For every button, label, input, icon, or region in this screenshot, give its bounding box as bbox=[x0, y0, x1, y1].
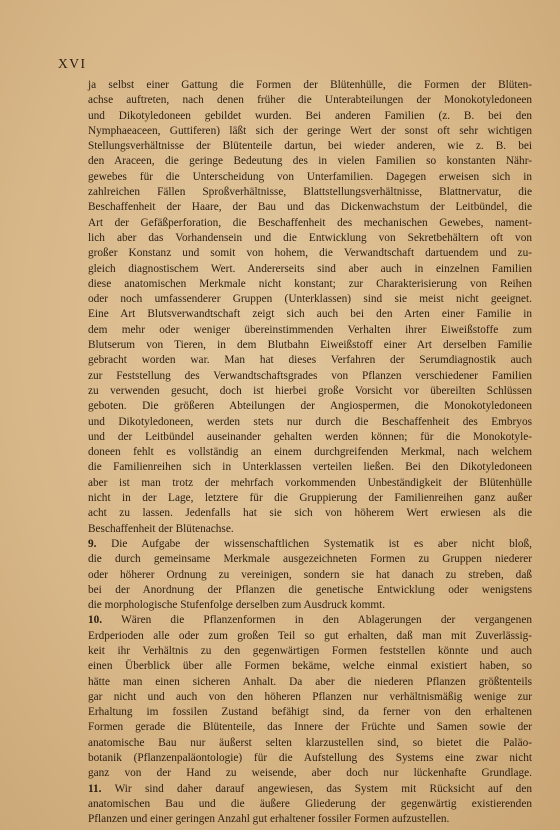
line-text: anatomischen Bau und die äußere Gliederung der gegenwärtig existierenden bbox=[88, 797, 532, 810]
text-line bbox=[88, 246, 532, 261]
text-line bbox=[88, 736, 532, 751]
line-text: ja selbst einer Gattung die Formen der Blütenhülle, die Formen der Blüten- bbox=[88, 79, 532, 91]
text-line bbox=[88, 338, 532, 353]
text-line bbox=[88, 537, 532, 552]
line-text: oder noch umfassenderer Gruppen (Unterklassen) sind sie meist nicht geeignet. bbox=[88, 293, 532, 306]
line-text: Eine Art Blutsverwandtschaft zeigt sich auch bei den Arten einer Familie in bbox=[88, 308, 532, 321]
text-line bbox=[88, 613, 532, 628]
line-text: einen Überblick über alle Formen bekäme, welche einmal existiert haben, so bbox=[88, 660, 532, 673]
line-text: Formen gerade die Blütenteile, das Innere der Früchte und Samen sowie der bbox=[88, 721, 532, 734]
line-text: anatomische Bau nur äußerst selten klarzustellen sind, so bietet die Paläo- bbox=[88, 736, 532, 749]
text-line bbox=[88, 139, 532, 154]
text-line bbox=[88, 154, 532, 169]
line-text: dem mehr oder weniger übereinstimmenden Verhalten ihrer Eiweißstoffe zum bbox=[88, 323, 532, 336]
text-line bbox=[88, 292, 532, 307]
line-text: Beschaffenheit der Haare, der Bau und das Dickenwachstum der Leitbündel, die bbox=[88, 201, 532, 214]
line-text: gleich diagnostischem Wert. Andererseits sind aber auch in einzelnen Familien bbox=[88, 262, 532, 275]
line-text: aber ist man trotz der mehrfach vorkommenden Unbeständigkeit der Blütenhülle bbox=[88, 476, 532, 489]
line-text: lich aber das Vorhandensein und die Entwicklung von Sekretbehältern oft von bbox=[88, 231, 532, 244]
text-line bbox=[88, 675, 532, 690]
text-line bbox=[88, 369, 532, 384]
text-line bbox=[88, 690, 532, 705]
line-text: Wären die Pflanzenformen in den Ablagerungen der vergangenen bbox=[102, 614, 532, 627]
text-line bbox=[88, 384, 532, 399]
line-text: Art der Gefäßperforation, die Beschaffenheit des mechanischen Gewebes, nament- bbox=[88, 216, 532, 229]
line-text: Beschaffenheit der Blütenachse. bbox=[88, 522, 234, 535]
line-text: achse auftreten, nach denen früher die Unterabteilungen der Monokotyledoneen bbox=[88, 94, 532, 107]
line-text: keit ihr Verhältnis zu den gegenwärtigen Formen feststellen könnte und auch bbox=[88, 644, 532, 657]
text-line bbox=[88, 109, 532, 124]
line-text: die durch gemeinsame Merkmale ausgezeichneten Formen zu Gruppen niederer bbox=[88, 553, 532, 566]
line-text: zu verwenden gesucht, doch ist hierbei große Vorsicht vor übereilten Schlüssen bbox=[88, 384, 532, 397]
page-number: XVI bbox=[58, 56, 87, 71]
line-text: oder höherer Ordnung zu vereinigen, sondern sie hat danach zu streben, daß bbox=[88, 568, 532, 581]
line-text: geboten. Die größeren Abteilungen der Angiospermen, die Monokotyledoneen bbox=[88, 400, 532, 413]
text-line bbox=[88, 277, 532, 292]
line-text: zahlreichen Fällen Sproßverhältnisse, Blattstellungsverhältnisse, Blattnervatur, die bbox=[88, 186, 532, 199]
body-text bbox=[88, 78, 532, 828]
line-text: und der Leitbündel auseinander gehalten werden können; für die Monokotyle- bbox=[88, 430, 532, 443]
text-line bbox=[88, 644, 532, 659]
line-text: gar nicht und auch von den höheren Pflanzen nur verhältnismäßig wenige zur bbox=[88, 690, 532, 703]
text-line bbox=[88, 231, 532, 246]
text-line bbox=[88, 506, 532, 521]
text-line bbox=[88, 170, 532, 185]
text-line bbox=[88, 460, 532, 475]
text-line bbox=[88, 797, 532, 812]
section-number: 9. bbox=[88, 537, 97, 550]
text-line bbox=[88, 200, 532, 215]
text-line bbox=[88, 522, 532, 537]
text-line bbox=[88, 568, 532, 583]
line-text: den Araceen, die geringe Bedeutung des in vielen Familien so konstanten Nähr- bbox=[88, 155, 532, 168]
text-line bbox=[88, 124, 532, 139]
text-line bbox=[88, 353, 532, 368]
text-line bbox=[88, 307, 532, 322]
line-text: ganz von der Hand zu weisende, aber doch nur lückenhafte Grundlage. bbox=[88, 767, 532, 780]
text-line bbox=[88, 552, 532, 567]
line-text: bei der Anordnung der Pflanzen die genetische Entwicklung oder wenigstens bbox=[88, 583, 532, 596]
section-number: 10. bbox=[88, 614, 103, 627]
text-line bbox=[88, 323, 532, 338]
text-line bbox=[88, 782, 532, 797]
line-text: Stellungsverhältnisse der Blütenteile dartun, bei wieder anderen, wie z. B. bei bbox=[88, 140, 532, 153]
text-line bbox=[88, 629, 532, 644]
text-line bbox=[88, 812, 532, 827]
section-number: 11. bbox=[88, 782, 102, 795]
text-line bbox=[88, 720, 532, 735]
text-line bbox=[88, 659, 532, 674]
text-line bbox=[88, 93, 532, 108]
text-line bbox=[88, 598, 532, 613]
line-text: hätte man einen sicheren Anhalt. Da aber die niederen Pflanzen größtenteils bbox=[88, 675, 532, 688]
line-text: doneen fehlt es vollständig an einem durchgreifenden Merkmal, nach welchem bbox=[88, 446, 532, 459]
line-text: und Dikotyledoneen, werden stets nur durch die Beschaffenheit des Embryos bbox=[88, 415, 532, 428]
text-line bbox=[88, 491, 532, 506]
line-text: großer Konstanz und somit von hohem, die Verwandtschaft dartuendem und zu- bbox=[88, 247, 532, 260]
line-text: Die Aufgabe der wissenschaftlichen Systematik ist es aber nicht bloß, bbox=[96, 537, 532, 550]
line-text: Nymphaeaceen, Guttiferen) läßt sich der geringe Wert der sonst oft sehr wichtigen bbox=[88, 124, 532, 137]
text-line bbox=[88, 185, 532, 200]
text-line bbox=[88, 751, 532, 766]
line-text: Erhaltung im fossilen Zustand befähigt sind, da ferner von den erhaltenen bbox=[88, 706, 532, 719]
text-line bbox=[88, 78, 532, 93]
line-text: Pflanzen und einer geringen Anzahl gut erhaltener fossiler Formen aufzustellen. bbox=[88, 813, 450, 826]
line-text: und Dikotyledoneen gebildet wurden. Bei anderen Familien (z. B. bei den bbox=[88, 109, 532, 122]
line-text: die Familienreihen sich in Unterklassen verteilen ließen. Bei den Dikotyledoneen bbox=[88, 461, 532, 474]
line-text: gewebes für die Unterscheidung von Unterfamilien. Dagegen erweisen sich in bbox=[88, 170, 532, 183]
line-text: Erdperioden alle oder zum großen Teil so gut erhalten, daß man mit Zuverlässig- bbox=[88, 629, 532, 642]
line-text: botanik (Pflanzenpaläontologie) für die Aufstellung des Systems eine zwar nicht bbox=[88, 752, 532, 765]
text-line bbox=[88, 766, 532, 781]
text-line bbox=[88, 476, 532, 491]
line-text: diese anatomischen Merkmale nicht konstant; zur Charakterisierung von Reihen bbox=[88, 277, 532, 290]
text-line bbox=[88, 430, 532, 445]
text-line bbox=[88, 445, 532, 460]
text-line bbox=[88, 216, 532, 231]
line-text: gebracht worden war. Man hat dieses Verfahren der Serumdiagnostik auch bbox=[88, 354, 532, 367]
line-text: die morphologische Stufenfolge derselben zum Ausdruck kommt. bbox=[88, 599, 386, 612]
text-line bbox=[88, 705, 532, 720]
line-text: nicht in der Lage, letztere für die Gruppierung der Familienreihen ganz außer bbox=[88, 492, 532, 505]
text-line bbox=[88, 399, 532, 414]
line-text: Blutserum von Tieren, in dem Blutbahn Eiweißstoff einer Art derselben Familie bbox=[88, 339, 532, 352]
text-line bbox=[88, 415, 532, 430]
line-text: acht zu lassen. Jedenfalls hat sie sich von höherem Wert erwiesen als die bbox=[88, 507, 532, 520]
text-line bbox=[88, 583, 532, 598]
line-text: zur Feststellung des Verwandtschaftsgrades von Pflanzen verschiedener Familien bbox=[88, 369, 532, 382]
line-text: Wir sind daher darauf angewiesen, das System mit Rücksicht auf den bbox=[101, 782, 532, 795]
text-line bbox=[88, 262, 532, 277]
